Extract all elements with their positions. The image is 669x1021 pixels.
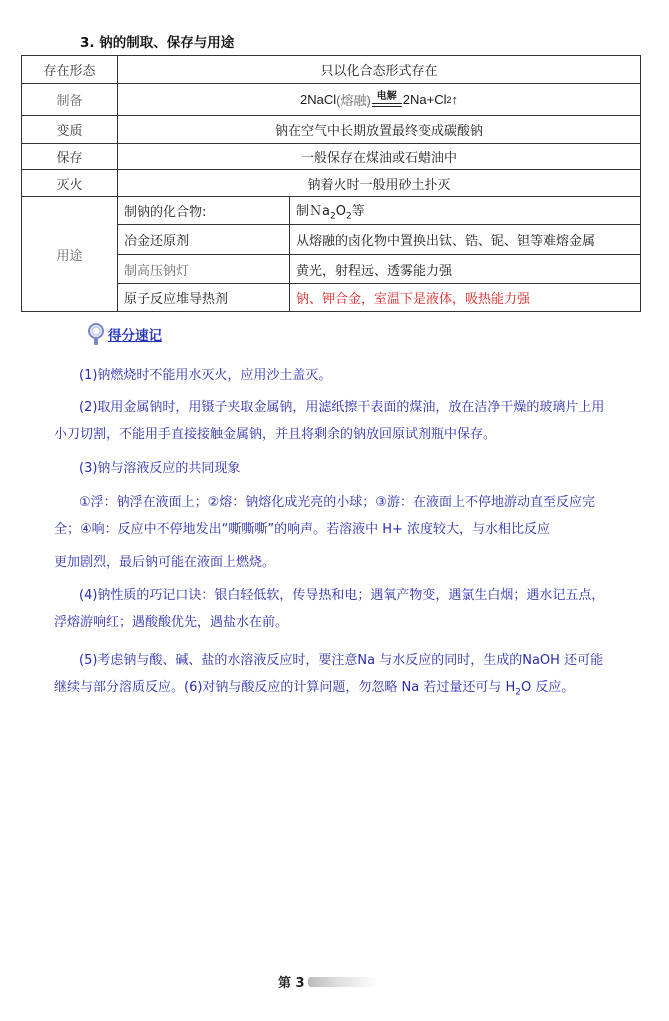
subscript: 2 <box>329 211 336 222</box>
use-name: 冶金还原剂 <box>118 225 290 255</box>
sodium-info-table <box>21 55 641 312</box>
use-value: 黄光，射程远、透雾能力强 <box>290 255 641 284</box>
use-value: 钠、钾合金，室温下是液体，吸热能力强 <box>290 284 641 312</box>
row-label-deterioration: 变质 <box>22 116 118 144</box>
use-name: 制高压钠灯 <box>118 255 290 284</box>
memo-header <box>84 322 162 346</box>
row-label-preparation: 制备 <box>22 84 118 116</box>
table-row <box>22 84 641 116</box>
use-name: 制钠的化合物: <box>118 197 290 225</box>
row-value-existence: 只以化合态形式存在 <box>118 56 641 84</box>
note-6-text: (5)考虑钠与酸、碱、盐的水溶液反应时，要注意Na 与水反应的同时，生成的NaOH 还可能继续与部分溶质反应。(6)对钠与酸反应的计算问题，勿忽略 Na 若过量还可与 H <box>54 653 604 695</box>
use-name: 原子反应堆导热剂 <box>118 284 290 312</box>
equation-subscript: 2 <box>446 94 452 105</box>
row-label-existence: 存在形态 <box>22 56 118 84</box>
section-title: 3. 钠的制取、保存与用途 <box>80 35 235 51</box>
use-value-text: O <box>335 203 346 219</box>
use-value: 从熔融的卤化物中置换出钛、锆、铌、钽等难熔金属 <box>290 225 641 255</box>
equals-bar <box>372 103 402 107</box>
use-value <box>290 197 641 225</box>
page-number: 第 3 <box>278 976 305 991</box>
equation-condition-arrow <box>372 92 402 107</box>
note-6 <box>54 647 614 707</box>
table-row <box>22 197 641 225</box>
equation-condition: 电解 <box>376 91 397 102</box>
use-value-text: 制Ｎa <box>296 203 330 219</box>
note-3: (3)钠与溶液反应的共同现象 <box>79 461 241 476</box>
note-4-line1: ①浮：钠浮在液面上；②熔：钠熔化成光亮的小球；③游：在液面上不停地游动直至反应完全；④响：反应中不停地发出“嘶嘶嘶”的响声。若溶液中 H+ 浓度较大，与水相比反应 <box>54 495 595 537</box>
note-4-line2: 更加剧烈，最后钠可能在液面上燃烧。 <box>54 555 276 570</box>
magnifier-icon <box>84 322 106 346</box>
row-label-uses: 用途 <box>22 197 118 312</box>
page-footer <box>278 972 378 991</box>
table-row <box>22 56 641 84</box>
row-value-preparation <box>118 84 641 116</box>
table-row <box>22 144 641 170</box>
note-1: (1)钠燃烧时不能用水灭火，应用沙土盖灭。 <box>79 368 332 383</box>
note-6-text-end: O 反应。 <box>521 680 575 695</box>
table-row <box>22 170 641 197</box>
row-value-storage: 一般保存在煤油或石蜡油中 <box>118 144 641 170</box>
row-label-fire: 灭火 <box>22 170 118 197</box>
subscript: 2 <box>345 211 352 222</box>
note-5: (4)钠性质的巧记口诀：银白轻低软，传导热和电；遇氧产物变，遇氯生白烟；遇水记五点，浮熔游响红；遇酸酸优先，遇盐水在前。 <box>54 588 605 630</box>
electrolysis-equation <box>300 90 458 109</box>
use-value-text: 等 <box>351 203 365 219</box>
faded-footer-text <box>308 977 378 987</box>
equation-state: (熔融) <box>336 93 371 108</box>
row-value-fire: 钠着火时一般用砂土扑灭 <box>118 170 641 197</box>
row-label-storage: 保存 <box>22 144 118 170</box>
table-row <box>22 116 641 144</box>
row-value-deterioration: 钠在空气中长期放置最终变成碳酸钠 <box>118 116 641 144</box>
note-2: (2)取用金属钠时，用镊子夹取金属钠，用滤纸擦干表面的煤油，放在洁净干燥的玻璃片上用小刀切割，不能用手直接接触金属钠，并且将剩余的钠放回原试剂瓶中保存。 <box>54 400 605 442</box>
equation-product: 2Na+Cl <box>402 92 447 107</box>
gas-arrow-icon: ↑ <box>451 92 459 107</box>
subscript: 2 <box>515 687 522 698</box>
memo-title: 得分速记 <box>108 328 162 344</box>
equation-reactant: 2NaCl <box>299 92 337 107</box>
